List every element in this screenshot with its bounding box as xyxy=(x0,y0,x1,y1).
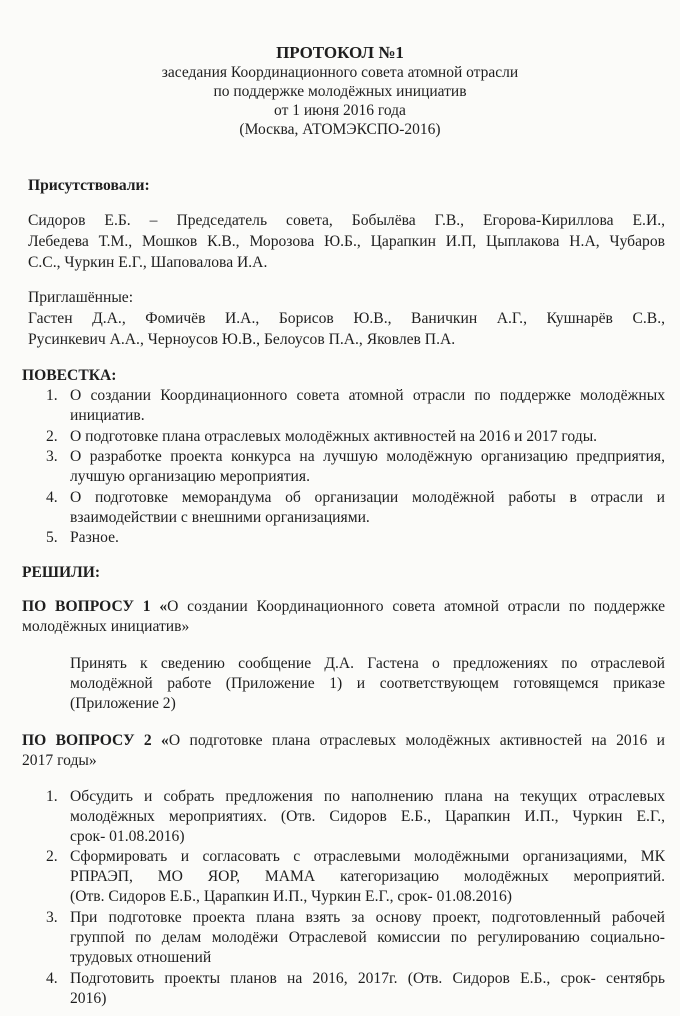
q2-num-4: 4. xyxy=(46,970,58,987)
q1-heading-line-2: молодёжных инициатив» xyxy=(22,618,190,635)
q1-decision-line-3: (Приложение 2) xyxy=(70,695,176,712)
q2-num-2: 2. xyxy=(46,848,58,865)
q1-prefix: ПО ВОПРОСУ 1 « xyxy=(22,598,168,615)
q2-item-3-line-3: трудовых отношений xyxy=(70,949,212,966)
q2-prefix: ПО ВОПРОСУ 2 « xyxy=(22,732,169,749)
header-date: от 1 июня 2016 года xyxy=(274,102,406,119)
q2-item-4-line-1: Подготовить проекты планов на 2016, 2017г. (Отв. Сидоров Е.Б., срок- сентябрь xyxy=(70,970,665,987)
agenda-item-4-line-2: взаимодействии с внешними организациями. xyxy=(70,509,370,526)
q2-heading-line-2: 2017 годы» xyxy=(22,752,97,769)
agenda-item-1-line-1: О создании Координационного совета атомной отрасли по поддержке молодёжных xyxy=(70,387,665,404)
invited-heading: Приглашённые: xyxy=(28,289,134,306)
decided-heading: РЕШИЛИ: xyxy=(22,564,101,581)
q2-item-3-line-1: При подготовке проекта плана взять за основу проект, подготовленный рабочей xyxy=(70,909,665,926)
agenda-num-2: 2. xyxy=(46,428,58,445)
q2-item-2-line-1: Сформировать и согласовать с отраслевыми молодёжными организациями, МК xyxy=(70,848,665,865)
agenda-item-1-line-2: инициатив. xyxy=(70,407,145,424)
q2-item-2-line-2: РПРАЭП, МО ЯОР, МАМА категоризацию молодёжных мероприятий. xyxy=(70,868,665,885)
agenda-heading: ПОВЕСТКА: xyxy=(22,367,117,384)
present-heading: Присутствовали: xyxy=(28,177,150,194)
q2-item-2-line-3: (Отв. Сидоров Е.Б., Царапкин И.П., Чуркин Е.Г., срок- 01.08.2016) xyxy=(70,888,512,905)
header-line-1: заседания Координационного совета атомной отрасли xyxy=(161,64,519,81)
agenda-num-3: 3. xyxy=(46,448,58,465)
q1-heading-line-1 xyxy=(22,597,665,617)
agenda-item-5-line-1: Разное. xyxy=(70,529,119,546)
agenda-num-4: 4. xyxy=(46,489,58,506)
q2-item-3-line-2: группой по делам молодёжи Отраслевой комиссии по регулированию социально- xyxy=(70,929,665,946)
q2-title: О подготовке плана отраслевых молодёжных активностей на 2016 и xyxy=(168,732,665,749)
agenda-num-5: 5. xyxy=(46,529,58,546)
agenda-item-3-line-2: лучшую организацию мероприятия. xyxy=(70,468,310,485)
q2-num-1: 1. xyxy=(46,788,58,805)
q1-decision-line-1: Принять к сведению сообщение Д.А. Гастена о предложениях по отраслевой xyxy=(70,655,665,672)
document-title: ПРОТОКОЛ №1 xyxy=(276,43,404,62)
agenda-item-2-line-1: О подготовке плана отраслевых молодёжных активностей на 2016 и 2017 годы. xyxy=(70,428,598,445)
header-place: (Москва, АТОМЭКСПО-2016) xyxy=(239,121,441,138)
invited-line-1: Гастен Д.А., Фомичёв И.А., Борисов Ю.В., Ваничкин А.Г., Кушнарёв С.В., xyxy=(28,310,665,327)
q1-title: О создании Координационного совета атомной отрасли по поддержке xyxy=(167,598,665,615)
present-line-1: Сидоров Е.Б. – Председатель совета, Бобылёва Г.В., Егорова-Кириллова Е.И., xyxy=(28,212,665,229)
q2-item-1-line-2: молодёжных мероприятиях. (Отв. Сидоров Е.Б., Царапкин И.П., Чуркин Е.Г., xyxy=(70,808,665,825)
q2-heading-line-1 xyxy=(22,731,665,751)
agenda-num-1: 1. xyxy=(46,387,58,404)
q2-num-3: 3. xyxy=(46,909,58,926)
agenda-item-4-line-1: О подготовке меморандума об организации молодёжной работы в отрасли и xyxy=(70,489,665,506)
present-line-3: С.С., Чуркин Е.Г., Шаповалова И.А. xyxy=(28,254,268,271)
header-line-2: по поддержке молодёжных инициатив xyxy=(213,83,467,100)
q2-item-4-line-2: 2016) xyxy=(70,990,107,1007)
present-line-2: Лебедева Т.М., Мошков К.В., Морозова Ю.Б., Царапкин И.П, Цыплакова Н.А, Чубаров xyxy=(28,233,665,250)
q1-decision-line-2: молодёжной работе (Приложение 1) и соответствующем готовящемся приказе xyxy=(70,675,665,692)
agenda-item-3-line-1: О разработке проекта конкурса на лучшую молодёжную организацию предприятия, xyxy=(70,448,665,465)
invited-line-2: Русинкевич А.А., Черноусов Ю.В., Белоусов П.А., Яковлев П.А. xyxy=(28,331,456,348)
q2-item-1-line-1: Обсудить и собрать предложения по наполнению плана на текущих отраслевых xyxy=(70,788,665,805)
q2-item-1-line-3: срок- 01.08.2016) xyxy=(70,828,185,845)
